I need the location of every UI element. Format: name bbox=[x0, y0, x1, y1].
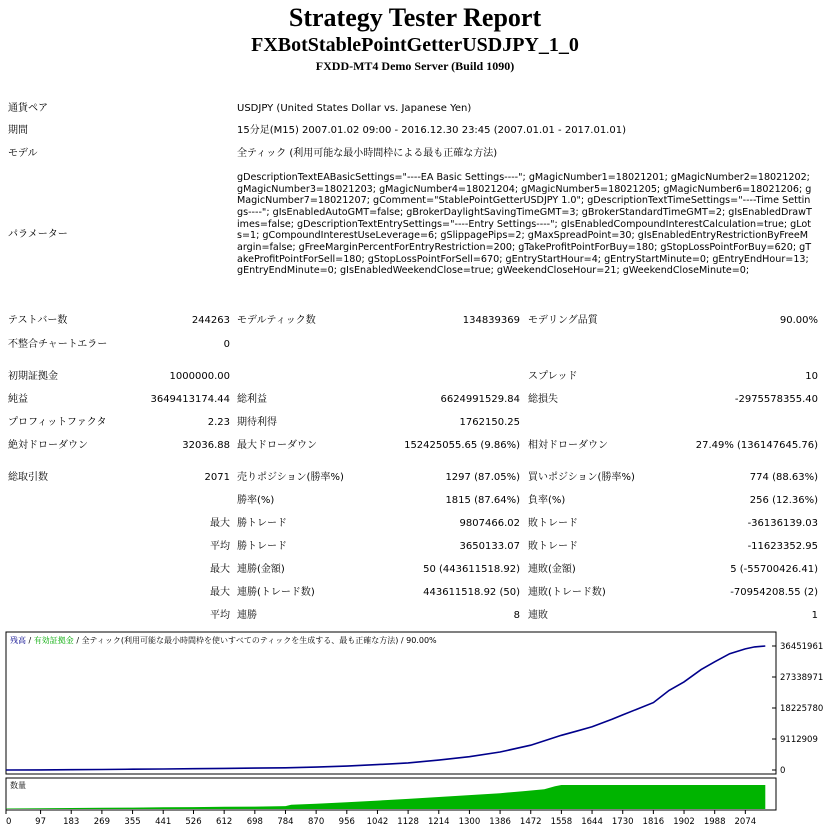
cons-loss-label: 連敗(トレード数) bbox=[528, 587, 606, 598]
y-tick-label: 27338971 bbox=[780, 673, 824, 683]
avg-profit-label: 勝トレード bbox=[237, 541, 287, 552]
x-tick-label: 1644 bbox=[581, 817, 603, 827]
mismatch-label: 不整合チャートエラー bbox=[8, 339, 108, 350]
volume-chart bbox=[4, 776, 826, 830]
win-label: 勝率(%) bbox=[237, 495, 275, 506]
x-tick-label: 1042 bbox=[366, 817, 389, 827]
y-tick-label: 0 bbox=[780, 766, 786, 776]
avg-wins-value: 8 bbox=[513, 610, 520, 621]
max-drawdown-label: 最大ドローダウン bbox=[237, 440, 317, 451]
cons-wins-money-label: 連勝(金額) bbox=[237, 564, 285, 575]
deposit-label: 初期証拠金 bbox=[8, 371, 58, 382]
x-tick-label: 2074 bbox=[734, 817, 757, 827]
y-tick-label: 9112909 bbox=[780, 735, 818, 746]
loss-value: 256 (12.36%) bbox=[749, 495, 818, 506]
avg-losses-value: 1 bbox=[811, 610, 818, 621]
abs-drawdown-label: 絶対ドローダウン bbox=[8, 440, 88, 451]
x-tick-label: 1300 bbox=[458, 817, 481, 827]
x-tick-label: 1386 bbox=[489, 817, 511, 827]
legend-balance: 残高 bbox=[10, 636, 26, 645]
x-tick-label: 441 bbox=[155, 817, 172, 827]
cons-profit-value: 443611518.92 (50) bbox=[423, 587, 520, 598]
cons-losses-money-label: 連敗(金額) bbox=[528, 564, 576, 575]
x-tick-label: 1128 bbox=[397, 817, 419, 827]
deposit-value: 1000000.00 bbox=[169, 371, 230, 382]
ticks-label: モデルティック数 bbox=[237, 315, 316, 326]
abs-drawdown-value: 32036.88 bbox=[182, 440, 230, 451]
ticks-value: 134839369 bbox=[462, 315, 520, 326]
largest-profit-label: 勝トレード bbox=[237, 518, 287, 529]
rel-drawdown-label: 相対ドローダウン bbox=[528, 440, 608, 451]
server-name: FXDD-MT4 Demo Server (Build 1090) bbox=[315, 59, 515, 73]
x-tick-label: 698 bbox=[246, 817, 263, 827]
avg-label-1: 平均 bbox=[210, 541, 230, 552]
cons-loss-value: -70954208.55 (2) bbox=[730, 587, 818, 598]
bars-value: 244263 bbox=[191, 315, 230, 326]
chart-frame bbox=[6, 632, 776, 774]
x-tick-label: 0 bbox=[6, 817, 12, 827]
chart-legend bbox=[10, 635, 437, 645]
avg-label-2: 平均 bbox=[210, 610, 230, 621]
x-tick-label: 526 bbox=[185, 817, 202, 827]
legend-separator: / bbox=[26, 636, 34, 645]
gross-profit-value: 6624991529.84 bbox=[440, 394, 520, 405]
legend-equity: 有効証拠金 bbox=[33, 636, 74, 645]
x-tick-label: 870 bbox=[308, 817, 325, 827]
payoff-value: 1762150.25 bbox=[459, 417, 520, 428]
max-drawdown-value: 152425055.65 (9.86%) bbox=[404, 440, 520, 451]
expert-name: FXBotStablePointGetterUSDJPY_1_0 bbox=[251, 34, 579, 56]
legend-separator: / bbox=[73, 636, 82, 645]
x-tick-label: 269 bbox=[93, 817, 111, 827]
loss-label: 負率(%) bbox=[528, 495, 566, 506]
quality-value: 90.00% bbox=[779, 315, 818, 326]
avg-wins-label: 連勝 bbox=[237, 610, 257, 621]
profit-factor-value: 2.23 bbox=[207, 417, 230, 428]
x-tick-label: 612 bbox=[216, 817, 233, 827]
largest-loss-value: -36136139.03 bbox=[747, 518, 818, 529]
max-label-2: 最大 bbox=[210, 564, 230, 575]
net-label: 純益 bbox=[8, 394, 28, 405]
x-tick-label: 97 bbox=[35, 817, 46, 827]
short-label: 売りポジション(勝率%) bbox=[237, 472, 344, 483]
gross-loss-value: -2975578355.40 bbox=[734, 394, 818, 405]
gross-loss-label: 総損失 bbox=[528, 394, 558, 405]
y-tick-label: 36451961 bbox=[780, 642, 824, 652]
spread-value: 10 bbox=[805, 371, 818, 382]
symbol-label: 通貨ペア bbox=[8, 103, 48, 114]
x-tick-label: 183 bbox=[63, 817, 80, 827]
avg-loss-label: 敗トレード bbox=[528, 541, 578, 552]
balance-chart bbox=[4, 630, 826, 776]
x-tick-label: 1214 bbox=[427, 817, 450, 827]
volume-label: 数量 bbox=[10, 781, 26, 790]
gross-profit-label: 総利益 bbox=[237, 394, 267, 405]
params-label: パラメーター bbox=[8, 229, 68, 240]
cons-profit-label: 連勝(トレード数) bbox=[237, 587, 315, 598]
x-tick-label: 1902 bbox=[673, 817, 695, 827]
legend-model-text: 全ティック(利用可能な最小時間枠を使いすべてのティックを生成する、最も正確な方法) / 90.00% bbox=[81, 636, 437, 645]
largest-loss-label: 敗トレード bbox=[528, 518, 578, 529]
short-value: 1297 (87.05%) bbox=[445, 472, 520, 483]
x-tick-label: 1816 bbox=[642, 817, 665, 827]
model-label: モデル bbox=[8, 148, 38, 159]
quality-label: モデリング品質 bbox=[528, 315, 598, 326]
net-value: 3649413174.44 bbox=[150, 394, 230, 405]
period-label: 期間 bbox=[8, 125, 28, 136]
trades-value: 2071 bbox=[204, 472, 230, 483]
long-value: 774 (88.63%) bbox=[749, 472, 818, 483]
x-tick-label: 1730 bbox=[611, 817, 634, 827]
profit-factor-label: プロフィットファクタ bbox=[8, 417, 107, 428]
cons-wins-money-value: 50 (443611518.92) bbox=[423, 564, 520, 575]
x-tick-label: 784 bbox=[277, 817, 294, 827]
rel-drawdown-value: 27.49% (136147645.76) bbox=[695, 440, 818, 451]
max-label-3: 最大 bbox=[210, 587, 230, 598]
x-tick-label: 956 bbox=[338, 817, 355, 827]
y-tick-label: 18225780 bbox=[780, 704, 824, 715]
avg-loss-value: -11623352.95 bbox=[747, 541, 818, 552]
period-value: 15分足(M15) 2007.01.02 09:00 - 2016.12.30 23:45 (2007.01.01 - 2017.01.01) bbox=[237, 125, 626, 136]
x-tick-label: 1558 bbox=[550, 817, 573, 827]
avg-profit-value: 3650133.07 bbox=[459, 541, 520, 552]
mismatch-value: 0 bbox=[223, 339, 230, 350]
win-value: 1815 (87.64%) bbox=[445, 495, 520, 506]
bars-label: テストバー数 bbox=[8, 315, 68, 326]
report-title: Strategy Tester Report bbox=[288, 3, 542, 32]
params-value: gDescriptionTextEABasicSettings="----EA Basic Settings----"; gMagicNumber1=18021201; gMagicNumber2=18021202; gMagicNumber3=18021203; gMagicNumber4=18021204; gMagicNumber5=18021205; gMagicNumber6=18021206; gMagicNumber7=18021207; gComment="StablePointGetterUSDJPY 1.0"; gDescriptionTextTimeSettings="----Time Settings----"; gIsEnabledAutoGMT=false; gBrokerDaylightSavingTimeGMT=3; gBrokerStandardTimeGMT=2; gIsEnabledDrawTimes=false; gDescriptionTextEntrySettings="----Entry Settings----"; gIsEnabledCompoundInterestCalculation=true; gLots=1; gCompoundInterestUseLeverage=6; gSlippagePips=2; gMaxSpreadPoint=30; gIsEnabledEntryRestrictionByFreeMargin=false; gFreeMarginPercentForEntryRestriction=200; gTakeProfitPointForBuy=180; gStopLossPointForBuy=620; gTakeProfitPointForSell=180; gStopLossPointForSell=670; gEntryStartHour=4; gEntryStartMinute=0; gEntryEndHour=13; gEntryEndMinute=0; gIsEnabledWeekendClose=true; gWeekendCloseHour=21; gWeekendCloseMinute=0; bbox=[237, 172, 812, 277]
payoff-label: 期待利得 bbox=[237, 417, 277, 428]
max-label-1: 最大 bbox=[210, 518, 230, 529]
spread-label: スプレッド bbox=[528, 371, 578, 382]
x-tick-label: 1988 bbox=[703, 817, 726, 827]
avg-losses-label: 連敗 bbox=[528, 610, 548, 621]
model-value: 全ティック (利用可能な最小時間枠による最も正確な方法) bbox=[237, 148, 498, 159]
largest-profit-value: 9807466.02 bbox=[459, 518, 520, 529]
x-tick-label: 1472 bbox=[519, 817, 542, 827]
trades-label: 総取引数 bbox=[8, 472, 48, 483]
symbol-value: USDJPY (United States Dollar vs. Japanese Yen) bbox=[237, 103, 472, 114]
cons-losses-money-value: 5 (-55700426.41) bbox=[730, 564, 818, 575]
long-label: 買いポジション(勝率%) bbox=[528, 472, 635, 483]
x-tick-label: 355 bbox=[124, 817, 141, 827]
